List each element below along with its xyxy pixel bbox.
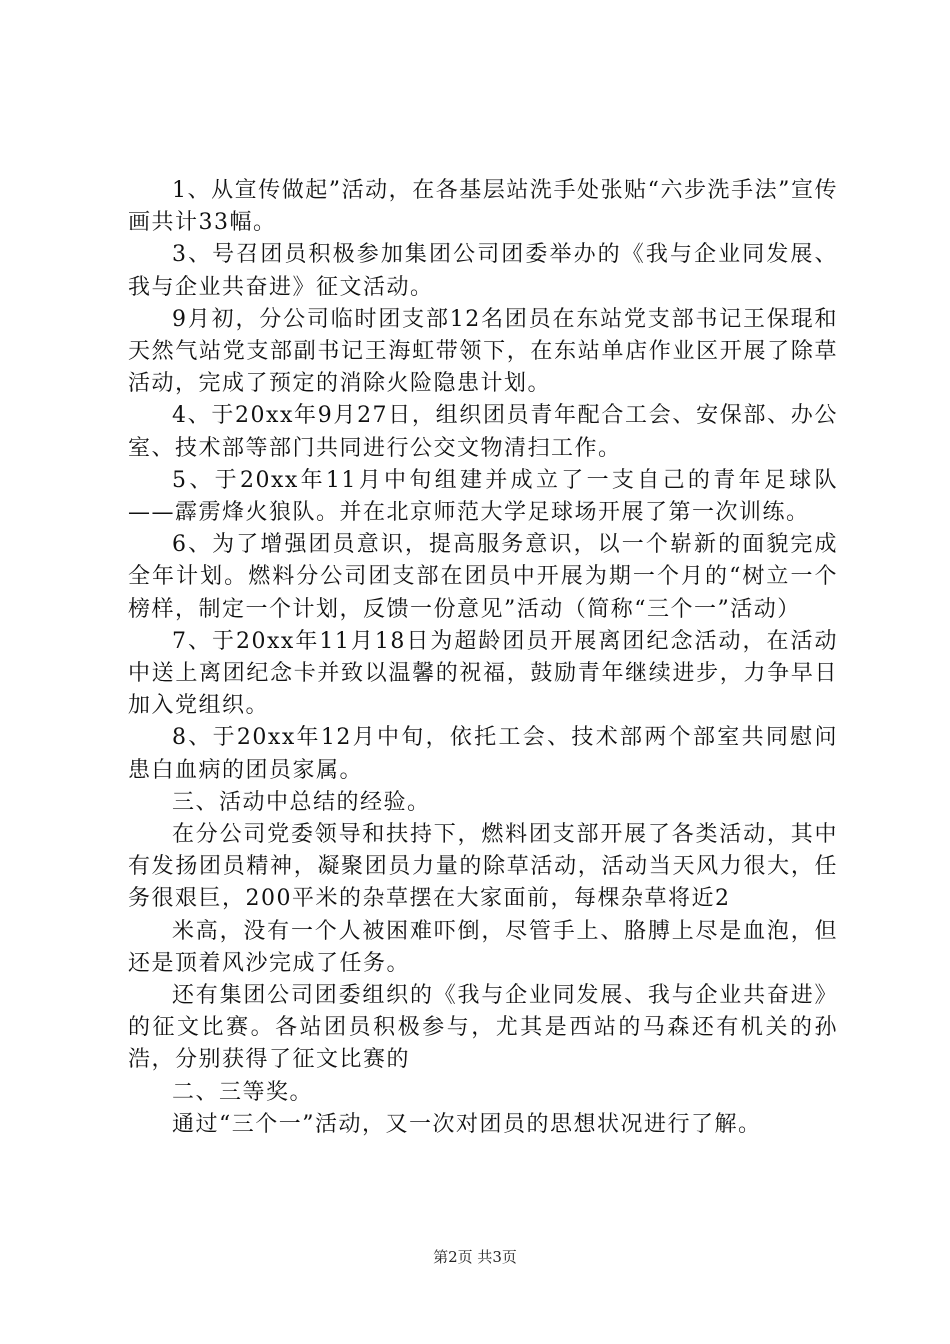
paragraph-8: 8、于20xx年12月中旬，依托工会、技术部两个部室共同慰问患白血病的团员家属。: [128, 725, 838, 783]
paragraph-4: 4、于20xx年9月27日，组织团员青年配合工会、安保部、办公室、技术部等部门共同进行公交文物清扫工作。: [128, 403, 838, 461]
paragraph-2: 3、号召团员积极参加集团公司团委举办的《我与企业同发展、我与企业共奋进》征文活动。: [128, 242, 838, 300]
paragraph-9: 在分公司党委领导和扶持下，燃料团支部开展了各类活动，其中有发扬团员精神，凝聚团员力量的除草活动，活动当天风力很大，任务很艰巨，200平米的杂草摆在大家面前，每棵杂草将近2: [128, 822, 838, 912]
document-body: [128, 175, 838, 1141]
paragraph-11: 还有集团公司团委组织的《我与企业同发展、我与企业共奋进》的征文比赛。各站团员积极参与，尤其是西站的马森还有机关的孙浩，分别获得了征文比赛的: [128, 983, 838, 1073]
paragraph-13: 通过“三个一”活动，又一次对团员的思想状况进行了解。: [172, 1111, 762, 1137]
paragraph-6: 6、为了增强团员意识，提高服务意识，以一个崭新的面貌完成全年计划。燃料分公司团支部在团员中开展为期一个月的“树立一个榜样，制定一个计划，反馈一份意见”活动（简称“三个一”活动）: [128, 532, 838, 622]
paragraph-12: 二、三等奖。: [172, 1079, 314, 1105]
paragraph-1: 1、从宣传做起”活动，在各基层站洗手处张贴“六步洗手法”宣传画共计33幅。: [128, 178, 838, 236]
section-heading-3: 三、活动中总结的经验。: [172, 789, 431, 815]
paragraph-3: 9月初，分公司临时团支部12名团员在东站党支部书记王保琨和天然气站党支部副书记王海虹带领下，在东站单店作业区开展了除草活动，完成了预定的消除火险隐患计划。: [128, 306, 838, 397]
paragraph-10: 米高，没有一个人被困难吓倒，尽管手上、胳膊上尽是血泡，但还是顶着风沙完成了任务。: [128, 918, 838, 976]
page-number-footer: 第2页 共3页: [433, 1248, 517, 1266]
paragraph-5: 5、于20xx年11月中旬组建并成立了一支自己的青年足球队——霹雳烽火狼队。并在北京师范大学足球场开展了第一次训练。: [128, 467, 838, 526]
paragraph-7: 7、于20xx年11月18日为超龄团员开展离团纪念活动，在活动中送上离团纪念卡并致以温馨的祝福，鼓励青年继续进步，力争早日加入党组织。: [128, 628, 838, 719]
